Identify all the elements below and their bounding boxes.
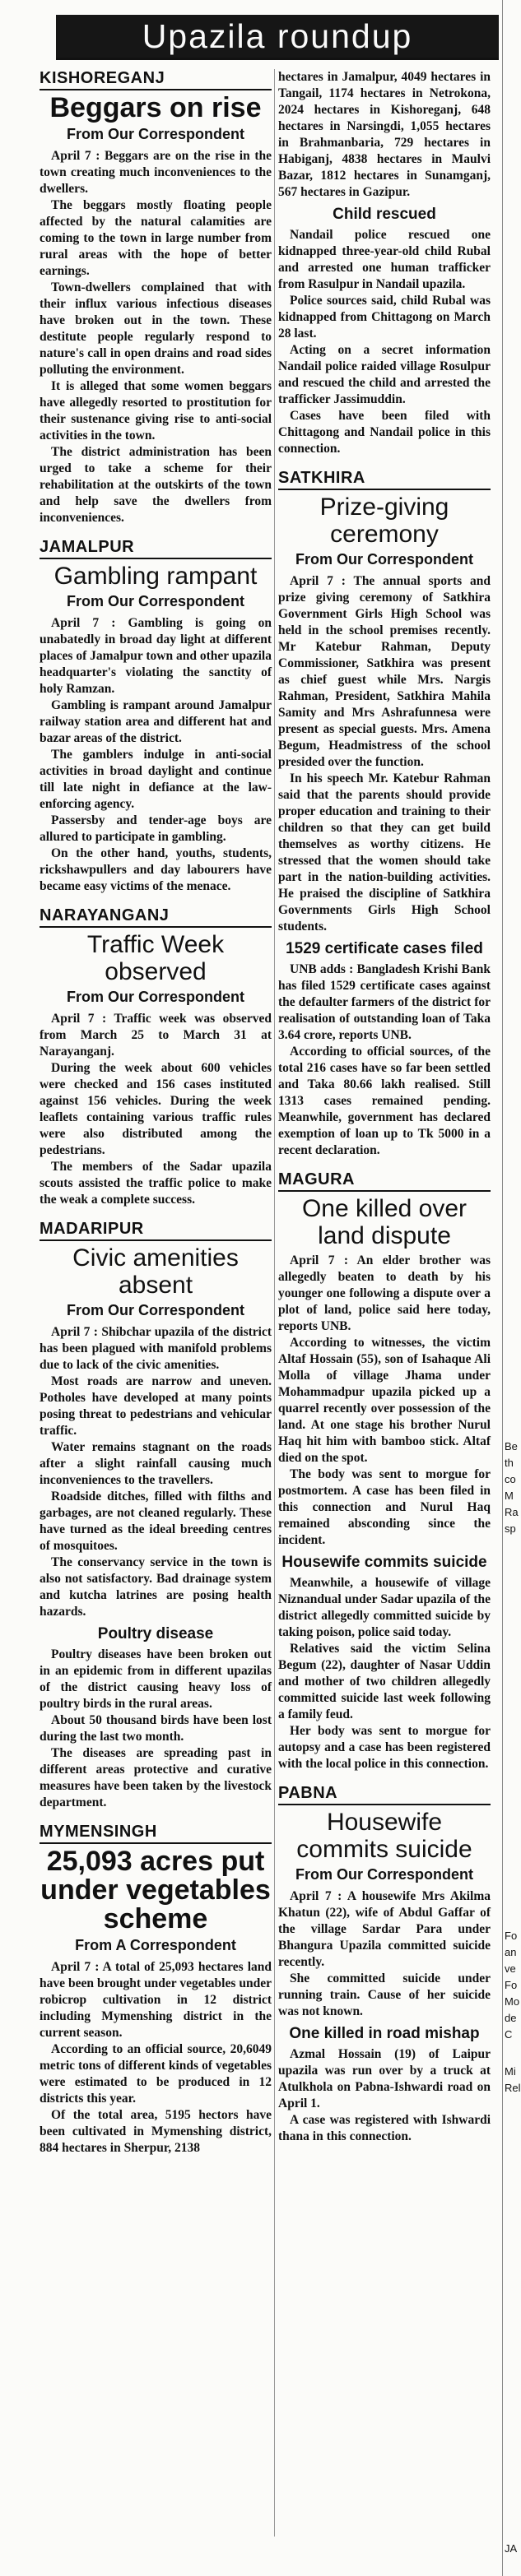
adjacent-column-fragment <box>497 0 521 2576</box>
column-rule <box>274 69 275 2537</box>
paragraph: The beggars mostly floating people affected by the natural calamities are coming to the town in large number from rural areas with the hope of better earnings. <box>40 198 272 278</box>
story-headline: Prize-giving ceremony <box>319 493 449 548</box>
byline: From Our Correspondent <box>66 1302 244 1318</box>
paragraph: Cases have been filed with Chittagong and Nandail police in this connection. <box>278 409 491 456</box>
paragraph: April 7 : The annual sports and prize giving ceremony of Satkhira Government Girls High School was held in the school premises recently. Mr Katebur Rahman, Deputy Commissioner, Satkhira was present as chief guest while Mrs. Nargis Rahman, President, Satkhira Mahila Samity and Mrs Ashrafunnesa were present as special guests. Mrs. Amena Begum, Headmistress of the school presided over the function. <box>278 574 491 769</box>
edge-text: Be <box>505 1440 518 1452</box>
left-column <box>40 69 272 2168</box>
story-headline: Traffic Week observed <box>86 931 225 985</box>
story-kishoreganj <box>40 69 272 526</box>
edge-text: Fo <box>505 1930 518 1942</box>
paragraph: According to witnesses, the victim Altaf Hossain (55), son of Isahaque Ali Molla of village Jhama under Mohammadpur upazila picked up a quarrel recently over possession of the land. At one stage his brother Nurul Haq hit him with bamboo stick. Altaf died on the spot. <box>278 1336 491 1465</box>
paragraph: April 7 : Shibchar upazila of the district has been plagued with manifold problems due to lack of the civic amenities. <box>40 1325 272 1372</box>
subheading: Poultry disease <box>97 1625 214 1642</box>
dateline-place: NARAYANGANJ <box>40 906 272 928</box>
paragraph: Passersby and tender-age boys are allured to participate in gambling. <box>40 813 272 844</box>
dateline-place: PABNA <box>278 1784 491 1805</box>
paragraph: Gambling is rampant around Jamalpur railway station area and different hat and bazar areas of the district. <box>40 698 272 745</box>
paragraph: The conservancy service in the town is also not satisfactory. Bad drainage system and kutcha latrines are posing health hazards. <box>40 1555 272 1619</box>
subheading: Child rescued <box>333 206 436 223</box>
byline: From Our Correspondent <box>295 551 473 568</box>
story-magura <box>278 1170 491 1772</box>
paragraph: Relatives said the victim Selina Begum (22), daughter of Nasar Uddin and mother of two children allegedly committed suicide last week following a family feud. <box>278 1642 491 1721</box>
byline: From Our Correspondent <box>66 989 244 1005</box>
paragraph: April 7 : An elder brother was allegedly beaten to death by his younger one following a dispute over a plot of land, police said here today, reports UNB. <box>278 1253 491 1333</box>
dateline-place: MYMENSINGH <box>40 1823 272 1844</box>
dateline-place: MAGURA <box>278 1170 491 1192</box>
paragraph: Poultry diseases have been broken out in an epidemic from in different upazilas of the district causing heavy loss of poultry birds in the rural areas. <box>40 1647 272 1711</box>
edge-text: Mo <box>505 1995 520 2008</box>
paragraph: The gamblers indulge in anti-social activities in broad daylight and continue till late night in defiance at the law-enforcing agency. <box>40 748 272 811</box>
byline: From Our Correspondent <box>66 593 244 609</box>
subheading: One killed in road mishap <box>289 2025 480 2042</box>
paragraph: April 7 : Traffic week was observed from March 25 to March 31 at Narayanganj. <box>40 1012 272 1059</box>
story-headline: 25,093 acres put under vegetables scheme <box>40 1846 271 1934</box>
paragraph: About 50 thousand birds have been lost during the last two month. <box>40 1713 272 1744</box>
story-headline: One killed over land dispute <box>301 1195 468 1249</box>
story-headline: Gambling rampant <box>53 563 258 590</box>
paragraph: UNB adds : Bangladesh Krishi Bank has filed 1529 certificate cases against the defaulter farmers of the district for realisation of outstanding loan of Taka 3.64 crore, reports UNB. <box>278 962 491 1042</box>
banner-title: Upazila roundup <box>142 16 413 55</box>
paragraph: According to official sources, of the total 216 cases have so far been settled and Taka 80.66 lakh realised. Still 1313 cases remained pending. Meanwhile, government has declared exemption of loan up to Tk 5000 in a recent declaration. <box>278 1045 491 1157</box>
story-satkhira <box>278 469 491 1159</box>
paragraph: On the other hand, youths, students, rickshawpullers and day labourers have became easy victims of the menace. <box>40 846 272 893</box>
paragraph: Her body was sent to morgue for autopsy and a case has been registered with the local police in this connection. <box>278 1724 491 1771</box>
edge-text: de <box>505 2012 517 2024</box>
story-jamalpur <box>40 538 272 895</box>
paragraph: April 7 : A total of 25,093 hectares land have been brought under vegetables under robicrop cultivation in 12 district including Mymenshing district in the current season. <box>40 1960 272 2040</box>
edge-text: Ra <box>505 1506 519 1518</box>
byline: From Our Correspondent <box>66 126 244 142</box>
paragraph: In his speech Mr. Katebur Rahman said that the parents should provide proper education and training to their children so that they can get build themselves as worthy citizens. He stressed that the women should take part in the nation-building activities. He praised the discipline of Satkhira Governments Girls High School students. <box>278 771 491 934</box>
paragraph: During the week about 600 vehicles were checked and 156 cases instituted against 156 vehicles. During the week leaflets containing various traffic rules were also distributed among the pedestrians. <box>40 1061 272 1157</box>
edge-text: C <box>505 2028 513 2041</box>
paragraph: The diseases are spreading past in different areas protective and curative measures have been taken by the livestock department. <box>40 1746 272 1809</box>
story-headline: Civic amenities absent <box>72 1244 239 1299</box>
paragraph: It is alleged that some women beggars have allegedly resorted to prostitution for their sustenance giving rise to anti-social activities in the town. <box>40 379 272 442</box>
paragraph: She committed suicide under running train. Cause of her suicide was not known. <box>278 1971 491 2018</box>
paragraph: April 7 : Gambling is going on unabatedly in broad day light at different places of Jamalpur town and other upazila headquarter's violating the sanctity of holy Ramzan. <box>40 616 272 696</box>
byline: From A Correspondent <box>75 1937 236 1953</box>
edge-text: th <box>505 1457 514 1469</box>
edge-text: Mi <box>505 2065 516 2078</box>
paragraph: Acting on a secret information Nandail police raided village Rosulpur and rescued the child and arrested the trafficker Jassimuddin. <box>278 343 491 406</box>
edge-text: ve <box>505 1962 516 1975</box>
story-mymensingh <box>40 1823 272 2157</box>
paragraph: Most roads are narrow and uneven. Potholes have developed at many points posing threat to pedestrians and vehicular traffic. <box>40 1374 272 1438</box>
edge-rule <box>502 0 503 2576</box>
paragraph: Nandail police rescued one kidnapped three-year-old child Rubal and arrested one human trafficker from Rasulpur in Nandail upazila. <box>278 228 491 291</box>
paragraph: Water remains stagnant on the roads after a slight rainfall causing much inconveniences to the travellers. <box>40 1440 272 1487</box>
dateline-place: MADARIPUR <box>40 1220 272 1241</box>
byline: From Our Correspondent <box>295 1866 473 1883</box>
dateline-place: JAMALPUR <box>40 538 272 559</box>
paragraph: Police sources said, child Rubal was kidnapped from Chittagong on March 28 last. <box>278 294 491 341</box>
story-narayanganj <box>40 906 272 1208</box>
section-banner <box>56 15 499 60</box>
edge-text: JA <box>505 2542 518 2555</box>
paragraph: April 7 : A housewife Mrs Akilma Khatun (22), wife of Abdul Gaffar of the village Sardar Para under Bhangura Upazila committed suicide recently. <box>278 1889 491 1969</box>
paragraph: The district administration has been urged to take a scheme for their rehabilitation at the outskirts of the town and help save the dwellers from inconveniences. <box>40 445 272 525</box>
edge-text: sp <box>505 1522 516 1535</box>
edge-text: co <box>505 1473 516 1485</box>
edge-text: Fo <box>505 1979 518 1991</box>
paragraph: Town-dwellers complained that with their influx various infectious diseases have broken out in the town. These destitute people regularly respond to nature's call in open drains and road sides polluting the environment. <box>40 280 272 377</box>
paragraph: The body was sent to morgue for postmortem. A case has been filed in this connection and Nurul Haq remained absconding since the incident. <box>278 1467 491 1547</box>
dateline-place: KISHOREGANJ <box>40 69 272 90</box>
paragraph: April 7 : Beggars are on the rise in the town creating much inconveniences to the dwellers. <box>40 149 272 196</box>
paragraph: The members of the Sadar upazila scouts assisted the traffic police to make the weak a complete success. <box>40 1160 272 1207</box>
edge-text: M <box>505 1490 514 1502</box>
subheading: Housewife commits suicide <box>281 1554 487 1571</box>
paragraph: Of the total area, 5195 hectors have been cultivated in Mymenshing district, 884 hectares in Sherpur, 2138 <box>40 2108 272 2155</box>
edge-text: Rel <box>505 2082 521 2094</box>
dateline-place: SATKHIRA <box>278 469 491 490</box>
paragraph: hectares in Jamalpur, 4049 hectares in Tangail, 1174 hectares in Netrokona, 2024 hectares in Kishoreganj, 648 hectares in Narsingdi, 1,055 hectares in Brahmanbaria, 729 hectares in Habiganj, 4838 hectares in Maulvi Bazar, 1812 hectares in Sunamganj, 567 hectares in Gazipur. <box>278 70 491 199</box>
story-mymensingh-continued <box>278 69 491 457</box>
story-pabna <box>278 1784 491 2145</box>
paragraph: Azmal Hossain (19) of Laipur upazila was run over by a truck at Atulkhola on Pabna-Ishwardi road on April 1. <box>278 2047 491 2110</box>
paragraph: Roadside ditches, filled with filths and garbages, are not cleaned regularly. These have turned as the ideal breeding centres of mosquitoes. <box>40 1490 272 1553</box>
edge-text: an <box>505 1946 517 1958</box>
paragraph: A case was registered with Ishwardi thana in this connection. <box>278 2113 491 2143</box>
story-madaripur <box>40 1220 272 1811</box>
right-column <box>278 69 491 2157</box>
paragraph: Meanwhile, a housewife of village Niznandual under Sadar upazila of the district allegedly committed suicide by taking poison, police said today. <box>278 1576 491 1639</box>
subheading: 1529 certificate cases filed <box>286 940 483 957</box>
story-headline: Beggars on rise <box>49 92 262 123</box>
paragraph: According to an official source, 20,6049 metric tons of different kinds of vegetables were estimated to be produced in 12 districts this year. <box>40 2042 272 2106</box>
story-headline: Housewife commits suicide <box>296 1809 472 1863</box>
